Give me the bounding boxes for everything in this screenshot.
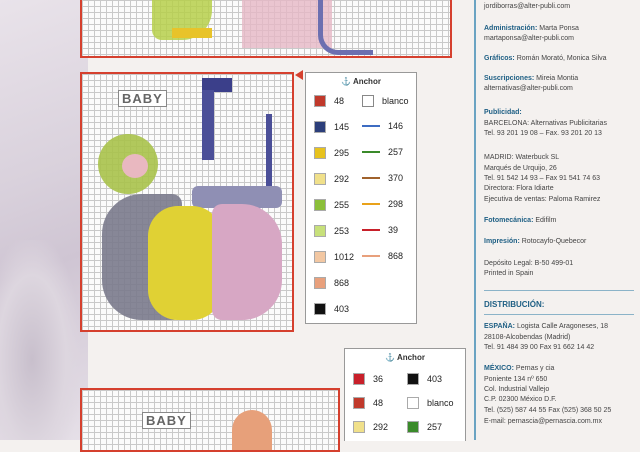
- impresion-line: Impresión: Rotocayfo-Quebecor: [484, 238, 587, 245]
- key-row-right: [362, 173, 403, 183]
- symbol-swatch: [314, 303, 326, 315]
- thread-code: 39: [388, 225, 399, 235]
- madrid-line-5: Ejecutiva de ventas: Paloma Ramirez: [484, 196, 601, 203]
- baby-logo-bottom: BABY: [142, 412, 191, 429]
- body-pink: [212, 204, 282, 320]
- symbol-swatch: [407, 373, 419, 385]
- key-row-right: [362, 199, 403, 209]
- distribucion-heading: DISTRIBUCIÓN:: [484, 300, 545, 309]
- column-rule: [474, 0, 476, 440]
- mexico-line-2: Poniente 134 nº 650: [484, 376, 548, 383]
- chart-main: [80, 72, 294, 332]
- body-yellow: [148, 206, 222, 320]
- thread-code: 1012: [334, 252, 355, 262]
- thread-line-swatch: [362, 151, 380, 153]
- key-row-right: [362, 251, 403, 261]
- bottom-face: [232, 410, 272, 450]
- key-row-left: [314, 251, 354, 263]
- symbol-swatch: [314, 173, 326, 185]
- publicidad-line-2: Tel. 93 201 19 08 – Fax. 93 201 20 13: [484, 130, 602, 137]
- symbol-swatch: [314, 251, 326, 263]
- thread-line-swatch: [362, 95, 374, 107]
- deposito-line: Depósito Legal: B-50 499-01: [484, 260, 574, 267]
- publicidad-line-1: BARCELONA: Alternativas Publicitarias: [484, 120, 607, 127]
- key-row-right: [407, 421, 442, 433]
- thread-key-bottom: [344, 348, 466, 441]
- graficos-line: Gráficos: Román Morató, Monica Silva: [484, 55, 607, 62]
- key-row-left: [353, 397, 383, 409]
- symbol-swatch: [314, 225, 326, 237]
- symbol-swatch: [353, 421, 365, 433]
- thread-code: 253: [334, 226, 350, 236]
- madrid-line-1: MADRID: Waterbuck SL: [484, 154, 560, 161]
- key-row-right: [407, 373, 442, 385]
- chart-bottom: [80, 388, 340, 452]
- thread-code: 868: [388, 251, 404, 261]
- madrid-line-3: Tel. 91 542 14 93 – Fax 91 541 74 63: [484, 175, 600, 182]
- sidebar-divider-1: [484, 290, 634, 291]
- admin-email: martaponsa@alter-publi.com: [484, 35, 574, 42]
- symbol-swatch: [314, 277, 326, 289]
- admin-block: Administración: Marta Ponsa: [484, 25, 579, 32]
- thread-code: 403: [334, 304, 350, 314]
- thread-code: 257: [388, 147, 404, 157]
- fabric-fold: [0, 240, 80, 440]
- symbol-swatch: [407, 421, 419, 433]
- thread-code: 146: [388, 121, 404, 131]
- madrid-line-4: Directora: Flora Idiarte: [484, 185, 554, 192]
- thread-code: 868: [334, 278, 350, 288]
- suscripciones-line: Suscripciones: Mireia Montia: [484, 75, 579, 82]
- anchor-heading-bottom: ⚓ Anchor: [385, 353, 425, 362]
- thread-code: 255: [334, 200, 350, 210]
- mexico-line-3: Col. Industrial Vallejo: [484, 386, 550, 393]
- email-line: jordiborras@alter-publi.com: [484, 3, 571, 10]
- mexico-line-4: C.P. 02300 México D.F.: [484, 396, 557, 403]
- thread-code: 292: [373, 422, 389, 432]
- suscripciones-email: alternativas@alter-publi.com: [484, 85, 573, 92]
- key-row-right: [407, 397, 454, 409]
- thread-line-swatch: [362, 203, 380, 205]
- printed-line: Printed in Spain: [484, 270, 534, 277]
- key-row-right: [362, 225, 398, 235]
- publicidad-heading: Publicidad:: [484, 109, 522, 116]
- espana-line-1: ESPAÑA: Logista Calle Aragoneses, 18: [484, 323, 608, 330]
- chart-top-yellow: [172, 28, 212, 38]
- mexico-line-1: MÉXICO: Pernas y cia: [484, 365, 555, 372]
- key-row-left: [314, 225, 349, 237]
- key-row-right: [362, 95, 409, 107]
- key-row-left: [314, 95, 344, 107]
- thread-code: 257: [427, 422, 443, 432]
- key-row-left: [314, 173, 349, 185]
- espana-line-3: Tel. 91 484 39 00 Fax 91 662 14 42: [484, 344, 595, 351]
- thread-code: 48: [373, 398, 384, 408]
- symbol-swatch: [314, 147, 326, 159]
- symbol-swatch: [353, 373, 365, 385]
- thread-code: 292: [334, 174, 350, 184]
- mexico-line-5: Tel. (525) 587 44 55 Fax (525) 368 50 25: [484, 407, 612, 414]
- symbol-swatch: [314, 95, 326, 107]
- espana-line-2: 28108-Alcobendas (Madrid): [484, 334, 571, 341]
- thread-code: blanco: [427, 398, 454, 408]
- key-row-left: [353, 421, 388, 433]
- key-row-left: [353, 373, 383, 385]
- anchor-heading: ⚓ Anchor: [341, 77, 381, 86]
- thread-code: 370: [388, 173, 404, 183]
- thread-code: 295: [334, 148, 350, 158]
- thread-line-swatch: [362, 177, 380, 179]
- key-row-right: [362, 121, 403, 131]
- key-row-left: [314, 147, 349, 159]
- thread-code: 36: [373, 374, 384, 384]
- fotomecanica-line: Fotomecánica: Edifilm: [484, 217, 557, 224]
- key-row-left: [314, 121, 349, 133]
- key-row-left: [314, 303, 349, 315]
- madrid-line-2: Marqués de Urquijo, 26: [484, 165, 557, 172]
- cheek: [122, 154, 148, 178]
- key-row-left: [314, 199, 349, 211]
- thread-code: 145: [334, 122, 350, 132]
- symbol-swatch: [407, 397, 419, 409]
- chart-top: [80, 0, 452, 58]
- chart-top-purple: [318, 0, 373, 55]
- thread-line-swatch: [362, 229, 380, 231]
- thread-code: blanco: [382, 96, 409, 106]
- key-row-right: [362, 147, 403, 157]
- thread-key-main: [305, 72, 417, 324]
- thread-code: 48: [334, 96, 345, 106]
- symbol-swatch: [314, 121, 326, 133]
- symbol-swatch: [353, 397, 365, 409]
- hat-body: [202, 90, 214, 160]
- thread-line-swatch: [362, 125, 380, 127]
- thread-line-swatch: [362, 255, 380, 257]
- baby-logo: BABY: [118, 90, 167, 107]
- sidebar-divider-2: [484, 314, 634, 315]
- chart-marker-right: [295, 70, 303, 80]
- thread-code: 298: [388, 199, 404, 209]
- symbol-swatch: [314, 199, 326, 211]
- thread-code: 403: [427, 374, 443, 384]
- key-row-left: [314, 277, 349, 289]
- mexico-line-6: E-mail: pernascia@pernascia.com.mx: [484, 418, 602, 425]
